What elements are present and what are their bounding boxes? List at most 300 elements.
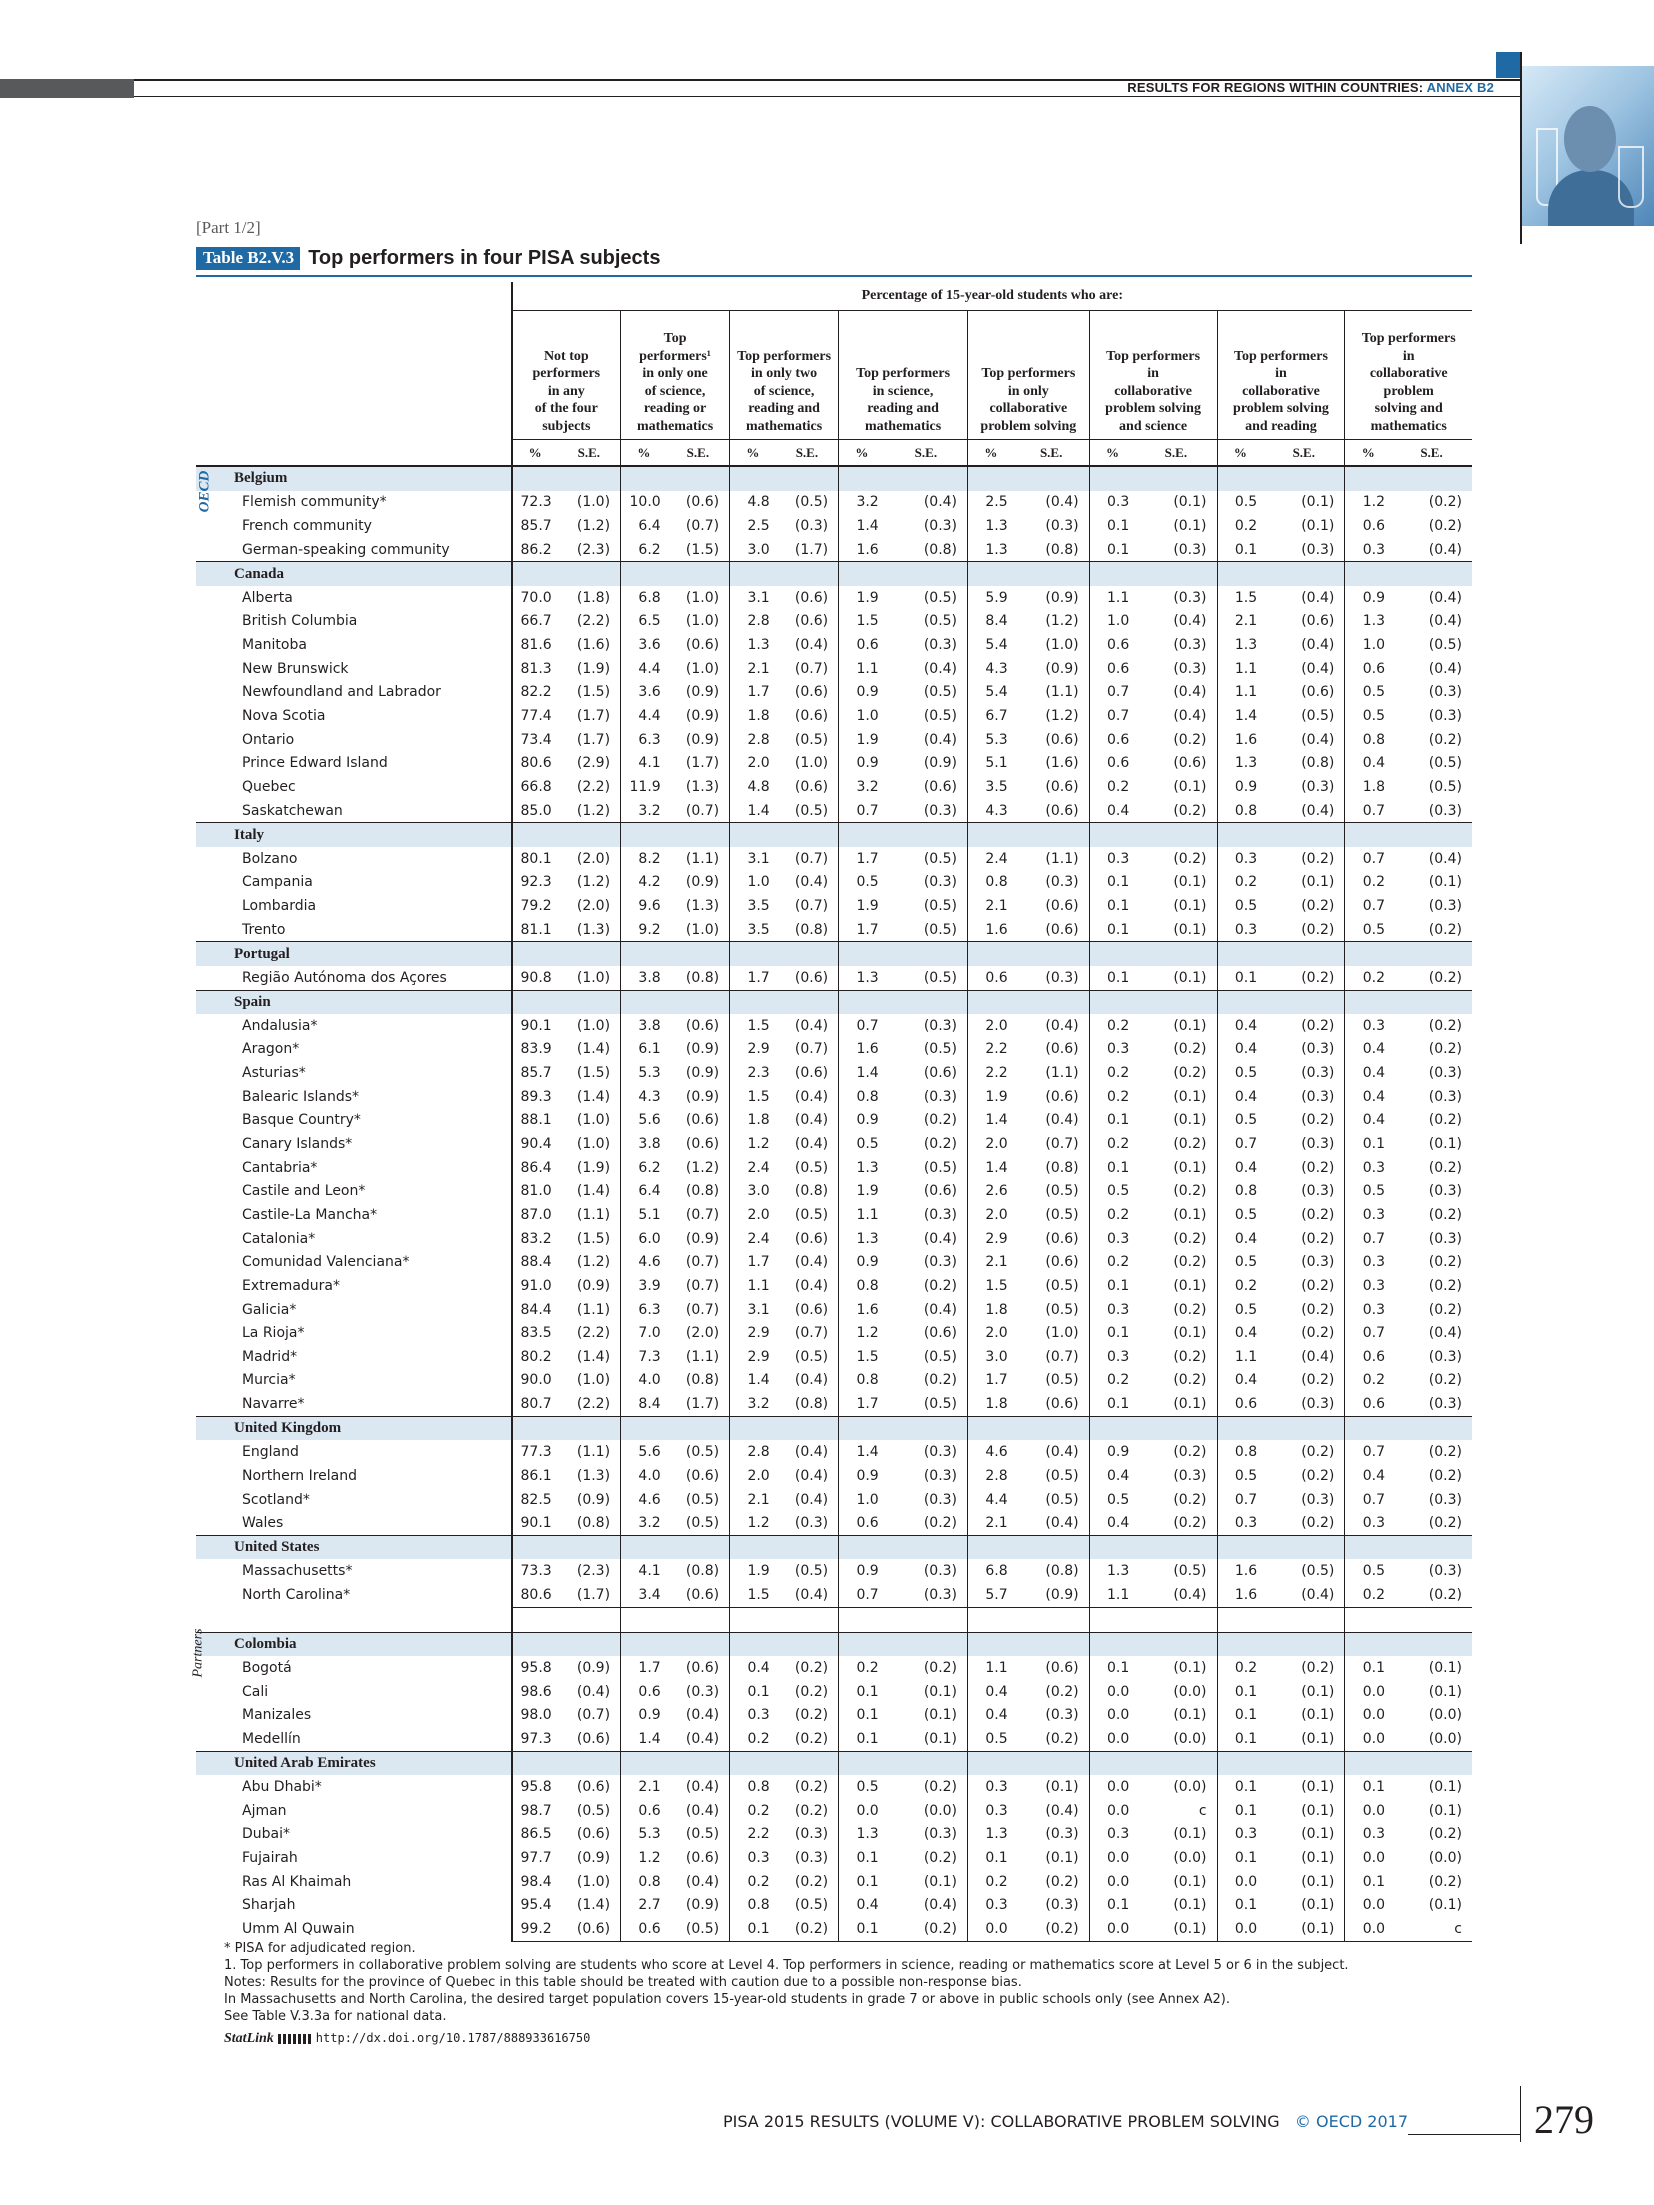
- se-value: (0.9): [685, 874, 720, 891]
- group-fill: [1135, 942, 1217, 966]
- se-value: (0.4): [1428, 850, 1462, 867]
- group-name: Spain: [196, 990, 512, 1014]
- se-value: (0.7): [685, 1206, 720, 1223]
- pct-value: 0.0: [839, 1799, 885, 1823]
- pct-value: 1.3: [839, 1156, 885, 1180]
- pct-value: 1.6: [839, 1298, 885, 1322]
- se-value: (0.5): [923, 589, 958, 606]
- se-value: (0.1): [1173, 1159, 1207, 1176]
- table-row: [196, 1894, 1472, 1918]
- pct-value: 9.2: [621, 918, 667, 942]
- se-value: (0.4): [923, 1230, 958, 1247]
- pct-value: 4.3: [968, 657, 1014, 681]
- se-value: (2.2): [576, 1325, 611, 1342]
- region-name: Prince Edward Island: [242, 755, 388, 772]
- pct-value: 0.2: [1345, 1583, 1391, 1607]
- pct-value: 0.1: [1217, 538, 1263, 562]
- group-fill: [558, 1751, 621, 1775]
- se-value: (0.3): [1301, 541, 1335, 558]
- group-fill: [1135, 1416, 1217, 1440]
- group-fill: [730, 942, 776, 966]
- column-header-line: collaborative: [1369, 366, 1448, 381]
- pct-value: 1.3: [839, 1823, 885, 1847]
- column-header-line: Top performers: [981, 366, 1076, 381]
- se-value: (0.2): [1428, 1467, 1462, 1484]
- pct-value: 0.0: [968, 1917, 1014, 1941]
- se-value: (0.1): [1428, 1779, 1462, 1796]
- group-fill: [558, 1632, 621, 1656]
- se-value: (0.2): [1428, 969, 1462, 986]
- pct-value: 0.8: [730, 1775, 776, 1799]
- group-fill: [968, 942, 1014, 966]
- table-row: [196, 1583, 1472, 1607]
- pct-value: 86.2: [512, 538, 558, 562]
- pct-value: 0.7: [839, 799, 885, 823]
- region-name: Dubai*: [242, 1826, 291, 1843]
- se-value: (0.4): [794, 1136, 829, 1153]
- group-fill: [1217, 1751, 1263, 1775]
- pct-value: 1.7: [968, 1369, 1014, 1393]
- pct-value: 0.1: [1089, 870, 1135, 894]
- pct-value: 81.3: [512, 657, 558, 681]
- pct-value: 0.2: [1089, 1132, 1135, 1156]
- se-value: (0.8): [1045, 1563, 1079, 1580]
- region-name: Saskatchewan: [242, 802, 343, 819]
- pct-value: 0.7: [1345, 1488, 1391, 1512]
- se-value: (0.4): [1173, 684, 1207, 701]
- pct-value: 1.7: [730, 1250, 776, 1274]
- pct-value: 6.8: [621, 586, 667, 610]
- se-value: (0.6): [923, 1325, 958, 1342]
- region-name: Massachusetts*: [242, 1563, 353, 1580]
- pct-value: 5.9: [968, 586, 1014, 610]
- group-fill: [512, 562, 558, 586]
- group-fill: [1014, 1535, 1089, 1559]
- pct-value: 0.1: [1089, 1392, 1135, 1416]
- table-row: [196, 1823, 1472, 1847]
- pct-header: %: [1089, 440, 1135, 467]
- group-fill: [1014, 1416, 1089, 1440]
- pct-value: 0.3: [1217, 1823, 1263, 1847]
- group-fill: [730, 1535, 776, 1559]
- column-header-line: subjects: [542, 418, 591, 434]
- gap-cell: [885, 1607, 968, 1632]
- group-fill: [1089, 990, 1135, 1014]
- se-value: (0.4): [1428, 660, 1462, 677]
- pct-value: 98.0: [512, 1704, 558, 1728]
- group-fill: [1089, 562, 1135, 586]
- group-fill: [730, 562, 776, 586]
- se-value: (0.2): [1301, 969, 1335, 986]
- se-value: (0.5): [667, 1917, 730, 1941]
- pct-value: 85.7: [512, 514, 558, 538]
- pct-value: 80.2: [512, 1345, 558, 1369]
- region-name: Aragon*: [242, 1041, 300, 1058]
- pct-value: 0.8: [1217, 1440, 1263, 1464]
- column-header-line: collaborative: [1114, 383, 1192, 399]
- statlink-url[interactable]: http://dx.doi.org/10.1787/888933616750: [315, 2031, 591, 2045]
- pct-value: 0.3: [1345, 1250, 1391, 1274]
- header-dark-bar: [0, 79, 134, 98]
- se-value: (0.5): [1045, 1206, 1079, 1223]
- group-fill: [1263, 562, 1345, 586]
- pct-value: 4.6: [621, 1488, 667, 1512]
- group-name: Belgium: [196, 466, 512, 491]
- table-row: [196, 1180, 1472, 1204]
- group-fill: [1014, 466, 1089, 491]
- se-value: (0.1): [1173, 874, 1207, 891]
- pct-value: 95.8: [512, 1656, 558, 1680]
- pct-value: 1.5: [839, 610, 885, 634]
- pct-header: %: [839, 440, 885, 467]
- pct-value: 0.0: [1089, 1775, 1135, 1799]
- se-value: (1.0): [685, 660, 720, 677]
- pct-value: 1.3: [968, 538, 1014, 562]
- pct-value: 1.7: [621, 1656, 667, 1680]
- column-header-line: Top performers: [737, 348, 832, 364]
- se-value: (0.1): [923, 1873, 958, 1890]
- pct-value: 1.4: [730, 1369, 776, 1393]
- pct-value: 0.4: [1345, 1109, 1391, 1133]
- group-fill: [667, 823, 730, 847]
- pct-value: 0.4: [1345, 1085, 1391, 1109]
- se-value: (0.2): [1301, 1159, 1335, 1176]
- partners-label: Partners: [190, 1628, 206, 1678]
- region-name: Cantabria*: [242, 1159, 318, 1176]
- se-value: (0.2): [923, 1515, 958, 1532]
- banner-header: Percentage of 15-year-old students who are:: [512, 282, 1472, 311]
- region-name: Manizales: [242, 1707, 312, 1724]
- pct-value: 66.7: [512, 610, 558, 634]
- group-fill: [1263, 1416, 1345, 1440]
- se-value: (0.3): [1045, 874, 1079, 891]
- se-value: (0.6): [685, 1850, 720, 1867]
- pct-value: 73.4: [512, 728, 558, 752]
- pct-value: 6.2: [621, 538, 667, 562]
- group-row: [196, 990, 1472, 1014]
- pct-value: 0.1: [839, 1704, 885, 1728]
- table-title: Top performers in four PISA subjects: [308, 247, 661, 269]
- pct-value: 0.0: [1345, 1894, 1391, 1918]
- se-value: (0.3): [923, 1254, 958, 1271]
- se-value: (0.7): [794, 897, 829, 914]
- flask-icon: [1618, 146, 1644, 208]
- se-value: (0.2): [1173, 1372, 1207, 1389]
- se-value: (0.2): [1045, 1731, 1079, 1747]
- se-value: (0.5): [685, 1491, 720, 1508]
- pct-value: 0.3: [1089, 1227, 1135, 1251]
- se-value: (0.1): [1428, 1683, 1462, 1700]
- se-value: (1.9): [576, 660, 611, 677]
- pct-value: 0.7: [839, 1014, 885, 1038]
- pct-value: 2.2: [730, 1823, 776, 1847]
- pct-value: 4.4: [621, 657, 667, 681]
- se-value: (0.8): [794, 1183, 829, 1200]
- group-fill: [730, 1416, 776, 1440]
- group-fill: [776, 562, 839, 586]
- gap-cell: [1135, 1607, 1217, 1632]
- table-row: [196, 1775, 1472, 1799]
- group-fill: [667, 1751, 730, 1775]
- table-row: [196, 491, 1472, 515]
- se-value: (0.3): [1173, 1467, 1207, 1484]
- se-value: (0.7): [794, 1041, 829, 1058]
- se-header: S.E.: [1263, 440, 1345, 467]
- pct-value: 1.9: [839, 728, 885, 752]
- se-value: (0.6): [1301, 684, 1335, 701]
- se-value: (0.5): [923, 1396, 958, 1413]
- pct-value: 0.8: [839, 1274, 885, 1298]
- se-value: (0.0): [1428, 1850, 1462, 1867]
- pct-value: 85.0: [512, 799, 558, 823]
- se-value: (1.0): [576, 969, 611, 986]
- pct-value: 2.0: [730, 1203, 776, 1227]
- pct-value: 1.3: [1217, 751, 1263, 775]
- column-header-line: reading and: [867, 401, 939, 416]
- se-value: (0.1): [1173, 1088, 1207, 1105]
- table-row: [196, 1511, 1472, 1535]
- se-value: (0.5): [1045, 1372, 1079, 1389]
- region-name: Madrid*: [242, 1348, 298, 1365]
- se-value: (0.3): [885, 1583, 968, 1607]
- pct-value: 0.4: [1089, 1464, 1135, 1488]
- pct-value: 1.1: [730, 1274, 776, 1298]
- se-value: (0.8): [576, 1515, 611, 1532]
- footer-copyright: © OECD 2017: [1294, 2112, 1408, 2131]
- pct-value: 0.1: [1217, 1799, 1263, 1823]
- table-row: [196, 514, 1472, 538]
- region-name: German-speaking community: [242, 541, 450, 558]
- group-fill: [1014, 1632, 1089, 1656]
- se-value: (0.3): [1428, 1088, 1462, 1105]
- pct-value: 2.4: [730, 1156, 776, 1180]
- pct-value: 1.6: [1217, 1583, 1263, 1607]
- se-value: (0.2): [1428, 1826, 1462, 1843]
- se-value: (0.3): [685, 1683, 720, 1700]
- table-row: [196, 870, 1472, 894]
- se-value: (0.3): [923, 1563, 958, 1580]
- group-fill: [621, 1751, 667, 1775]
- table-row: [196, 966, 1472, 990]
- se-value: (0.3): [923, 1491, 958, 1508]
- pct-value: 5.1: [968, 751, 1014, 775]
- se-value: (0.1): [1173, 494, 1207, 511]
- se-value: (0.6): [685, 637, 720, 654]
- region-name: Catalonia*: [242, 1230, 316, 1247]
- se-value: (0.1): [1173, 1206, 1207, 1223]
- se-value: (0.7): [1045, 1136, 1079, 1153]
- se-header: S.E.: [558, 440, 621, 467]
- region-name: Ras Al Khaimah: [242, 1873, 352, 1890]
- pct-value: 0.7: [1217, 1488, 1263, 1512]
- table-row: [196, 1846, 1472, 1870]
- se-value: (1.2): [1045, 707, 1079, 724]
- pct-header: %: [730, 440, 776, 467]
- se-value: (0.1): [1301, 1731, 1335, 1747]
- pct-value: 0.1: [1217, 966, 1263, 990]
- pct-value: 0.3: [1345, 1156, 1391, 1180]
- se-value: (0.8): [1301, 755, 1335, 772]
- pct-value: 98.6: [512, 1680, 558, 1704]
- pct-value: 0.2: [1345, 966, 1391, 990]
- pct-value: 5.3: [621, 1823, 667, 1847]
- pct-value: 8.4: [968, 610, 1014, 634]
- pct-value: 83.5: [512, 1321, 558, 1345]
- pct-value: 1.8: [730, 704, 776, 728]
- subheader-row: [196, 440, 1472, 467]
- header-annex: ANNEX B2: [1426, 80, 1494, 95]
- se-value: (0.2): [794, 1802, 829, 1819]
- se-value: (0.5): [794, 494, 829, 511]
- pct-value: 0.4: [1217, 1227, 1263, 1251]
- se-value: (0.1): [1173, 921, 1207, 938]
- se-value: (0.1): [1428, 1897, 1462, 1914]
- pct-value: 0.0: [1345, 1704, 1391, 1728]
- se-value: (0.5): [1173, 1563, 1207, 1580]
- se-value: (1.0): [576, 1112, 611, 1129]
- region-name: Ajman: [242, 1802, 287, 1819]
- column-header-line: Top performers: [1233, 348, 1328, 364]
- se-value: (0.3): [1428, 1230, 1462, 1247]
- se-header: S.E.: [667, 440, 730, 467]
- pct-value: 1.4: [1217, 704, 1263, 728]
- pct-value: 2.2: [968, 1061, 1014, 1085]
- pct-value: 3.5: [730, 918, 776, 942]
- pct-value: 1.9: [839, 894, 885, 918]
- group-fill: [1263, 823, 1345, 847]
- se-value: (0.6): [667, 1583, 730, 1607]
- column-header: [512, 311, 621, 440]
- pct-value: 88.1: [512, 1109, 558, 1133]
- gap-cell: [667, 1607, 730, 1632]
- se-value: (0.5): [1045, 1301, 1079, 1318]
- se-value: (0.2): [1301, 1515, 1335, 1532]
- se-value: (1.0): [1045, 1325, 1079, 1342]
- pct-value: 4.6: [968, 1440, 1014, 1464]
- se-value: (0.2): [923, 1660, 958, 1677]
- pct-value: 0.3: [1089, 491, 1135, 515]
- note-adjudicated: * PISA for adjudicated region.: [224, 1941, 416, 1956]
- column-header-line: and reading: [1245, 418, 1317, 434]
- se-value: (0.3): [794, 1850, 829, 1867]
- se-value: (0.2): [1173, 731, 1207, 748]
- se-value: (0.3): [1428, 802, 1462, 819]
- pct-value: 0.8: [1345, 728, 1391, 752]
- se-value: (0.1): [1173, 1660, 1207, 1677]
- pct-value: 86.5: [512, 1823, 558, 1847]
- pct-value: 2.3: [730, 1061, 776, 1085]
- se-value: (0.8): [1045, 541, 1079, 558]
- table-row: [196, 1085, 1472, 1109]
- se-value: (0.2): [1173, 1183, 1207, 1200]
- column-header-line: problem solving: [1233, 401, 1329, 416]
- se-value: (0.6): [923, 1183, 958, 1200]
- table-row: [196, 1061, 1472, 1085]
- se-value: (1.1): [685, 1348, 720, 1365]
- se-value: (0.6): [1045, 1254, 1079, 1271]
- pct-value: 0.1: [839, 1680, 885, 1704]
- pct-value: 0.5: [1089, 1180, 1135, 1204]
- se-value: (0.3): [1045, 1826, 1079, 1843]
- pct-value: 2.8: [730, 728, 776, 752]
- pct-value: 0.7: [1345, 1227, 1391, 1251]
- pct-value: 1.6: [1217, 1559, 1263, 1583]
- pct-value: 0.0: [1089, 1704, 1135, 1728]
- pct-value: 99.2: [512, 1917, 558, 1941]
- pct-header: %: [1217, 440, 1263, 467]
- region-name: La Rioja*: [242, 1325, 305, 1342]
- se-value: (0.5): [923, 1159, 958, 1176]
- pct-value: 1.4: [968, 1156, 1014, 1180]
- region-name: Região Autónoma dos Açores: [242, 969, 447, 986]
- group-fill: [1135, 1751, 1217, 1775]
- se-value: (1.6): [1045, 755, 1079, 772]
- pct-value: 0.1: [1089, 1656, 1135, 1680]
- header-section: RESULTS FOR REGIONS WITHIN COUNTRIES:: [1127, 80, 1424, 95]
- se-value: (0.6): [923, 1065, 958, 1082]
- se-value: (1.9): [576, 1159, 611, 1176]
- se-value: (0.4): [923, 660, 958, 677]
- pct-value: 2.1: [621, 1775, 667, 1799]
- group-fill: [512, 942, 558, 966]
- se-value: (1.1): [1045, 1065, 1079, 1082]
- side-label-oecd: [196, 467, 220, 517]
- pct-value: 4.0: [621, 1464, 667, 1488]
- se-value: (0.4): [1301, 802, 1335, 819]
- corner-cell: [196, 282, 512, 311]
- pct-value: 6.4: [621, 514, 667, 538]
- pct-value: 2.9: [968, 1227, 1014, 1251]
- pct-value: 3.4: [621, 1583, 667, 1607]
- se-value: (0.3): [1301, 1041, 1335, 1058]
- table-row: [196, 1274, 1472, 1298]
- se-value: (0.6): [576, 1731, 611, 1747]
- se-value: (0.3): [1301, 1491, 1335, 1508]
- pct-value: 1.8: [968, 1392, 1014, 1416]
- se-value: (0.2): [1428, 1372, 1462, 1389]
- se-value: (0.0): [923, 1802, 958, 1819]
- se-value: (2.9): [576, 755, 611, 772]
- se-value: (0.4): [1173, 613, 1207, 630]
- pct-value: 91.0: [512, 1274, 558, 1298]
- region-name: Trento: [242, 921, 286, 938]
- pct-value: 0.9: [1345, 586, 1391, 610]
- gap-cell: [1391, 1607, 1472, 1632]
- group-fill: [512, 1632, 558, 1656]
- pct-value: 4.2: [621, 870, 667, 894]
- se-value: (0.4): [794, 1088, 829, 1105]
- group-fill: [1014, 823, 1089, 847]
- pct-value: 3.2: [730, 1392, 776, 1416]
- table-row: [196, 680, 1472, 704]
- pct-value: 1.0: [1089, 610, 1135, 634]
- page-footer: [723, 2112, 1408, 2131]
- group-fill: [885, 1632, 968, 1656]
- column-header-line: solving and: [1374, 401, 1443, 416]
- se-value: (1.7): [558, 1583, 621, 1607]
- se-value: (0.2): [794, 1779, 829, 1796]
- se-value: (0.3): [1173, 541, 1207, 558]
- pct-value: 6.1: [621, 1038, 667, 1062]
- table-row: [196, 1680, 1472, 1704]
- group-name: Portugal: [196, 942, 512, 966]
- pct-value: 0.2: [1217, 514, 1263, 538]
- se-value: (0.3): [923, 802, 958, 819]
- se-value: (0.6): [685, 1112, 720, 1129]
- table-notes: [224, 1940, 1484, 2025]
- pct-value: 5.7: [968, 1583, 1014, 1607]
- pct-value: 1.0: [730, 870, 776, 894]
